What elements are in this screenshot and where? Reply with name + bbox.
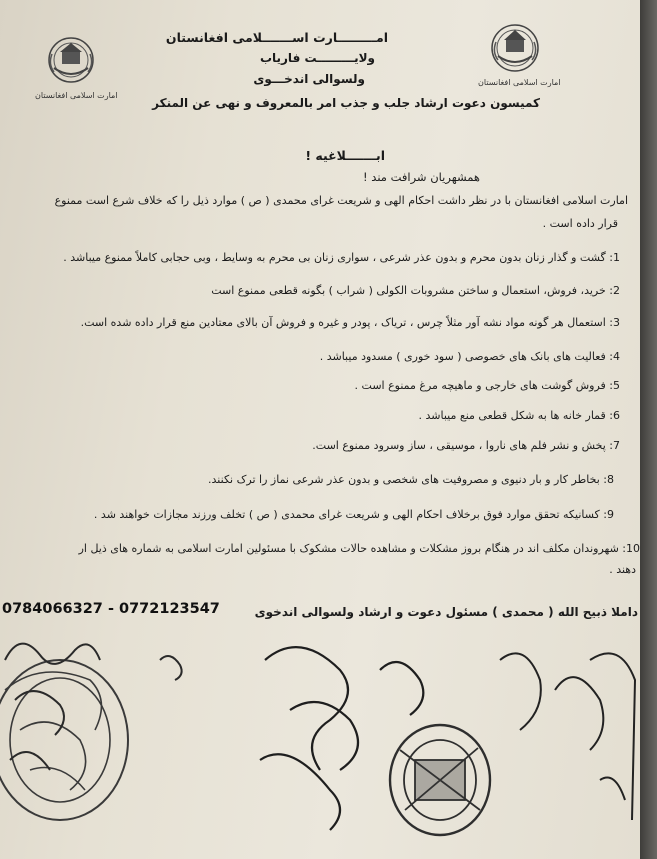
list-item-10: 10: شهروندان مکلف اند در هنگام بروز مشکلات و مشاهده حالات مشکوک با مسئولین امارت اسلامی به شماره های ذیل ار [78,542,640,555]
right-emblem-caption: امارت اسلامی افغانستان [478,78,561,87]
right-emblem-icon [484,20,546,78]
list-item-2: 2: خرید، فروش، استعمال و ساختن مشروبات الکولی ( شراب ) بگونه قطعی ممنوع است [211,284,620,297]
list-item-10-continued: دهند . [609,563,636,576]
signatures-and-stamps [0,620,640,859]
center-signature-icon [260,647,423,830]
header-line-district: ولسوالی اندخـــوی [253,72,365,86]
left-signature-icon [5,644,182,770]
phone-numbers: 0784066327 - 0772123547 [2,601,220,617]
table-edge [640,0,657,859]
center-stamp-icon [390,725,490,835]
intro-line-1: امارت اسلامی افغانستان با در نظر داشت احکام الهی و شریعت غرای محمدی ( ص ) موارد ذیل را که خلاف شرع است ممنوع [54,194,628,207]
left-stamp-icon [0,660,128,820]
list-item-9: 9: کسانیکه تحقق موارد فوق برخلاف احکام الهی و شریعت غرای محمدی ( ص ) تخلف ورزند مجازات خواهند شد . [93,508,614,521]
signatory-line: داملا ذبیح الله ( محمدی ) مسئول دعوت و ارشاد ولسوالی اندخوی [254,605,638,619]
list-item-8: 8: بخاطر کار و بار دنیوی و مصروفیت های شخصی و بدون عذر شرعی نماز را ترک نکنند. [208,473,614,486]
page-title: ابـــــــلاغیه ! [305,148,385,163]
list-item-1: 1: گشت و گذار زنان بدون محرم و بدون عذر شرعی ، سواری زنان بی محرم به وسایط ، وبی حجابی کاملاً ممنوع میباشد . [63,251,620,264]
salutation: همشهریان شرافت مند ! [363,170,480,184]
header-commission: کمیسون دعوت ارشاد جلب و جذب امر بالمعروف و نهی عن المنکر [152,96,540,110]
left-emblem-icon [40,34,102,90]
left-emblem-caption: امارت اسلامی افغانستان [35,91,118,100]
list-item-5: 5: فروش گوشت های خارجی و ماهیچه مرغ ممنوع است . [354,379,620,392]
list-item-3: 3: استعمال هر گونه مواد نشه آور مثلاً چرس ، تریاک ، پودر و غیره و فروش آن بالای معتادین منع قرار داده شده است. [80,316,620,329]
intro-line-2: قرار داده است . [542,217,618,230]
list-item-4: 4: فعالیت های بانک های خصوصی ( سود خوری ) مسدود میباشد . [319,350,620,363]
header-line-province: ولایـــــــــت فاریاب [259,51,375,65]
header-line-emirate: امـــــــــارت اســـــــلامی افغانستان [165,30,388,45]
list-item-6: 6: قمار خانه ها به شکل قطعی منع میباشد . [418,409,620,422]
list-item-7: 7: پخش و نشر فلم های ناروا ، موسیقی ، ساز وسرود ممنوع است. [312,439,620,452]
right-signature-icon [500,653,635,820]
